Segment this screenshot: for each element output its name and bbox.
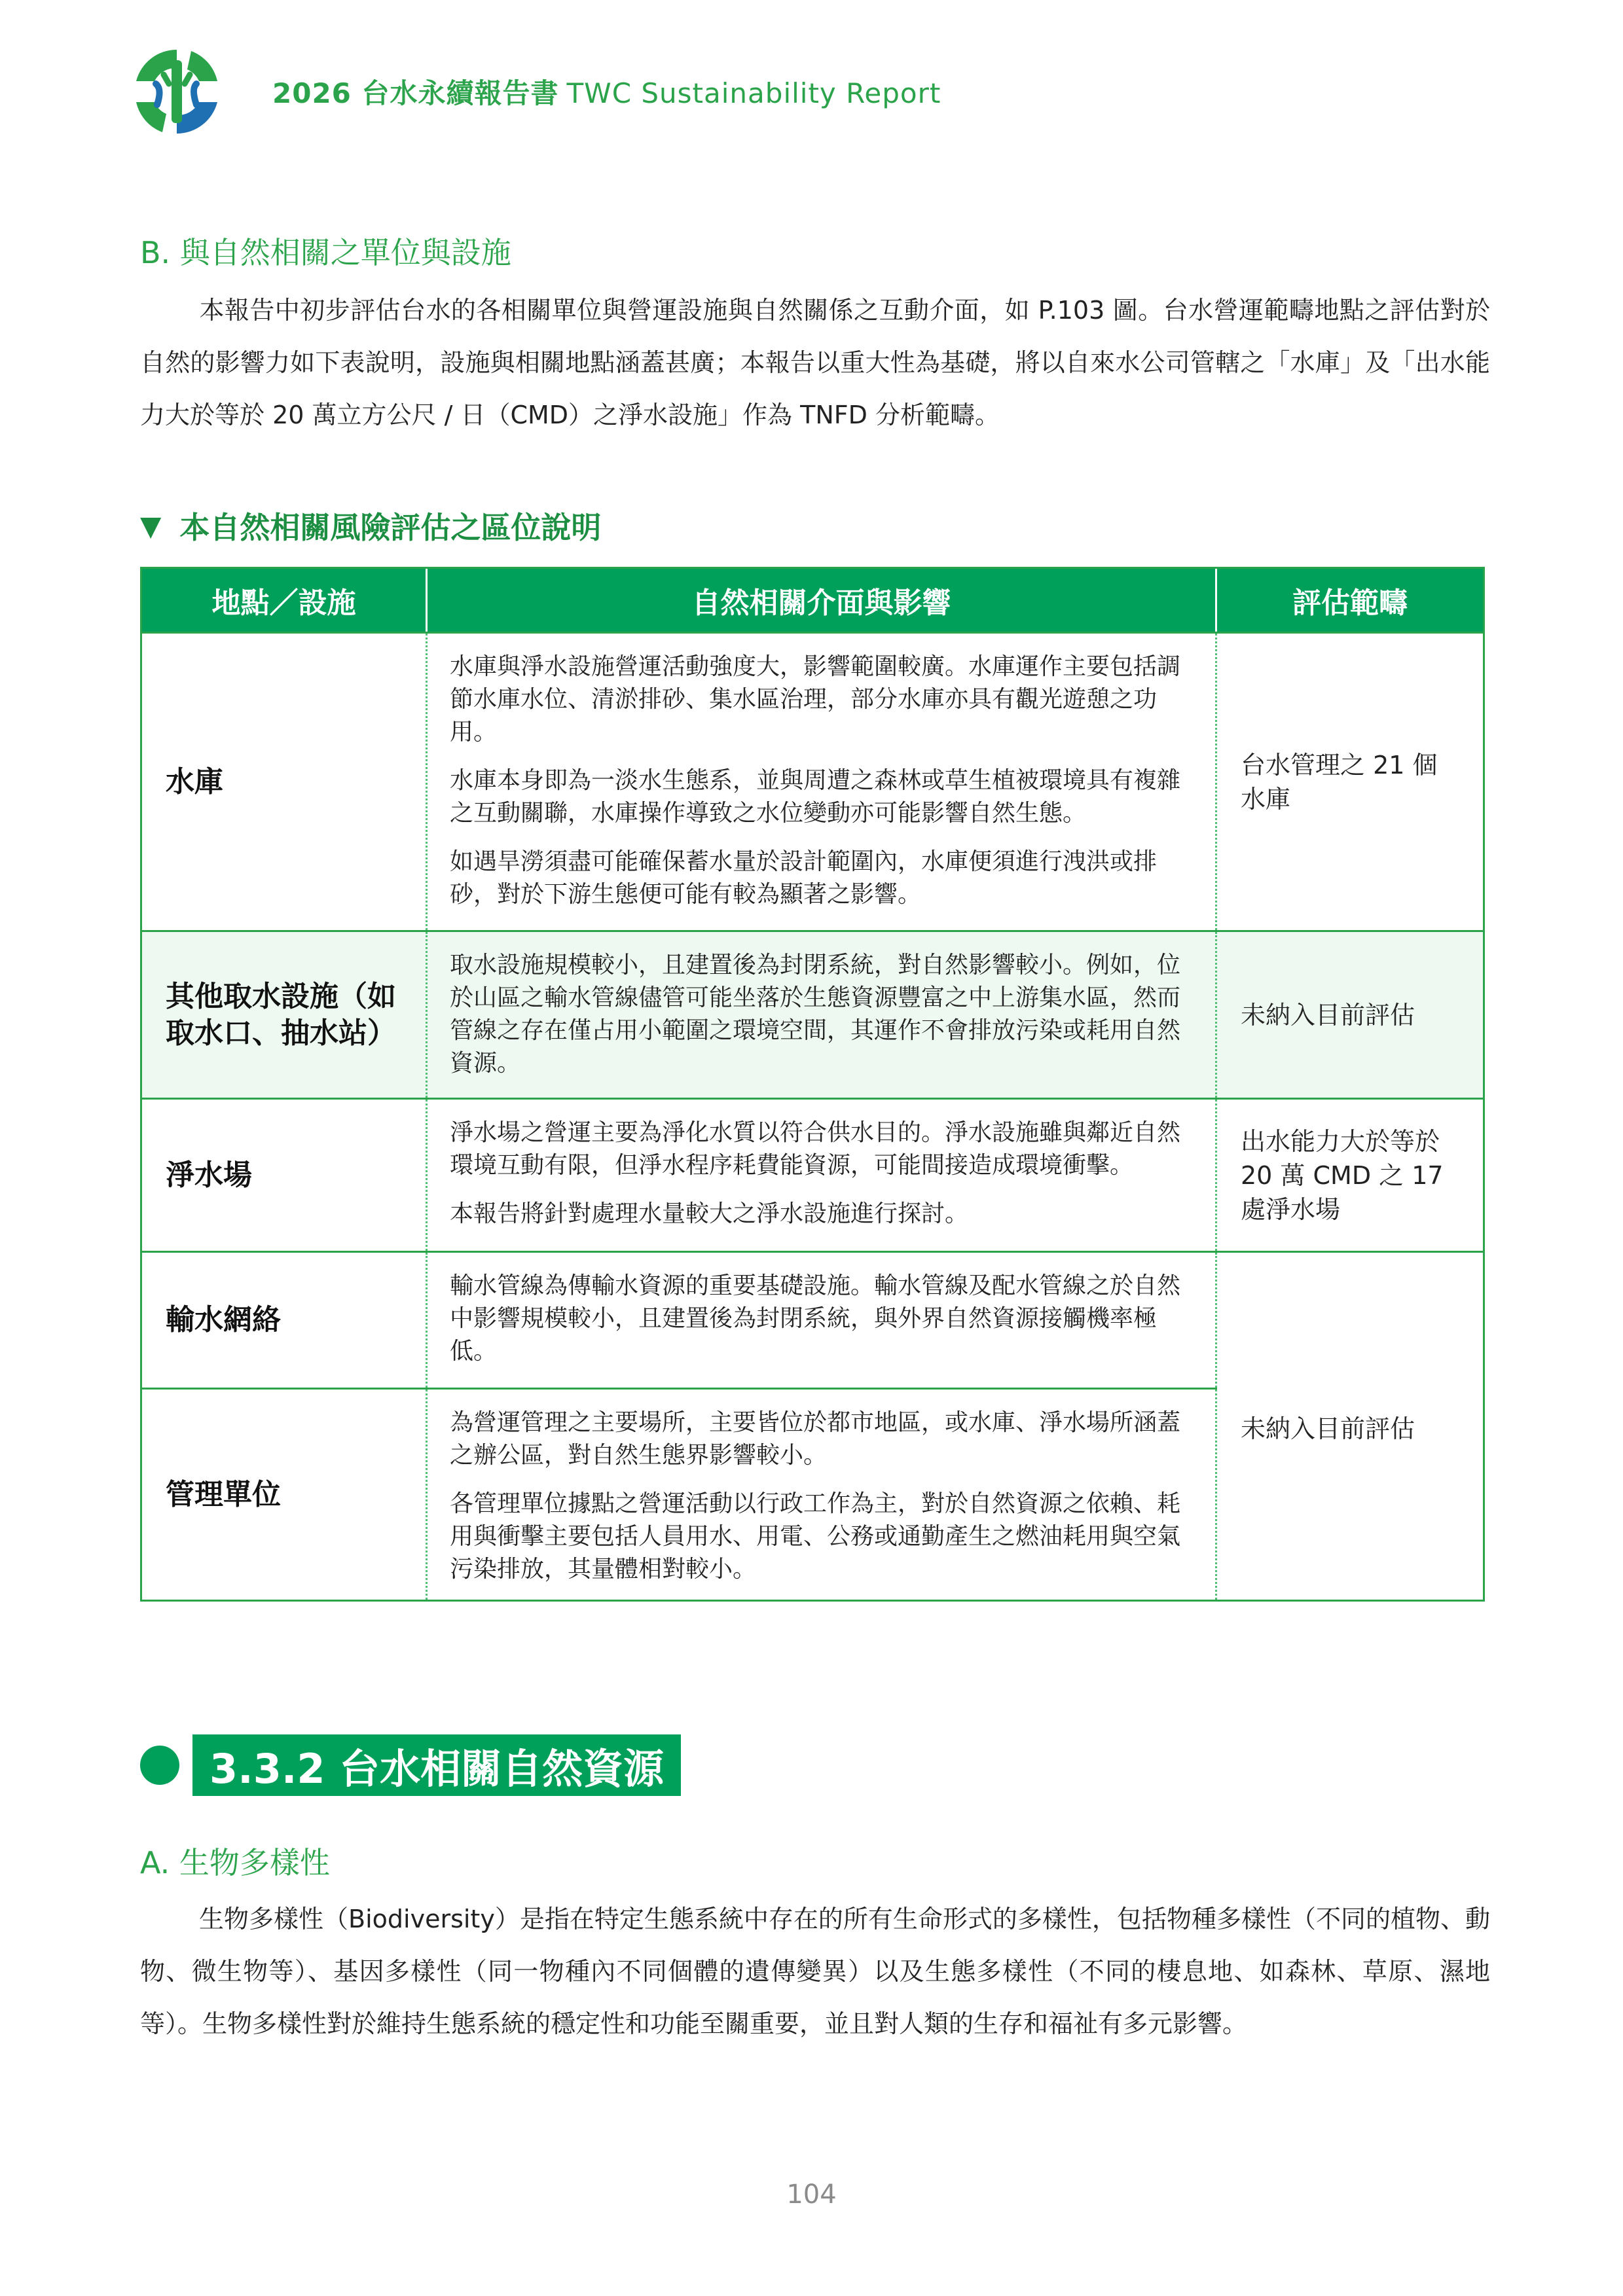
row-scope: 出水能力大於等於 20 萬 CMD 之 17 處淨水場	[1241, 1126, 1444, 1224]
desc-paragraph: 本報告將針對處理水量較大之淨水設施進行探討。	[450, 1200, 969, 1227]
desc-paragraph: 為營運管理之主要場所，主要皆位於都市地區，或水庫、淨水場所涵蓋之辦公區，對自然生態界影響較小。	[450, 1409, 1181, 1469]
taiwan-water-logo-icon	[128, 46, 225, 137]
row-name-management-units: 管理單位	[142, 1390, 428, 1600]
report-year-title: 2026 台水永續報告書	[272, 77, 559, 109]
report-title	[272, 72, 941, 111]
table-title	[140, 504, 601, 547]
column-header-scope: 評估範疇	[1292, 586, 1408, 620]
table-row	[142, 930, 1483, 1098]
report-subtitle: TWC Sustainability Report	[566, 77, 941, 109]
section-332-heading	[140, 1734, 681, 1796]
merged-rows	[142, 1251, 1483, 1600]
table-title-text: 本自然相關風險評估之區位說明	[179, 510, 602, 545]
section-a-heading: A. 生物多樣性	[140, 1845, 330, 1880]
section-a-text: 生物多樣性（Biodiversity）是指在特定生態系統中存在的所有生命形式的多樣性，包括物種多樣性（不同的植物、動物、微生物等）、基因多樣性（同一物種內不同個體的遺傳變異）以及生態多樣性（不同的棲息地、如森林、草原、濕地等）。生物多樣性對於維持生態系統的穩定性和功能至關重要，並且對人類的生存和福祉有多元影響。	[140, 1905, 1490, 2038]
row-name-treatment-plant: 淨水場	[142, 1100, 428, 1251]
desc-paragraph: 取水設施規模較小，且建置後為封閉系統，對自然影響較小。例如，位於山區之輸水管線儘管可能坐落於生態資源豐富之中上游集水區，然而管線之存在僅占用小範圍之環境空間，其運作不會排放污染或耗用自然資源。	[450, 952, 1181, 1077]
table-row	[142, 632, 1483, 930]
desc-paragraph: 輸水管線為傳輸水資源的重要基礎設施。輸水管線及配水管線之於自然中影響規模較小，且建置後為封閉系統，與外界自然資源接觸機率極低。	[450, 1272, 1181, 1365]
page-number: 104	[786, 2179, 837, 2210]
column-header-location: 地點／設施	[142, 569, 428, 632]
section-a-paragraph	[140, 1893, 1490, 2050]
report-header	[128, 46, 941, 137]
row-desc	[428, 932, 1217, 1098]
section-b-text: 本報告中初步評估台水的各相關單位與營運設施與自然關係之互動介面，如 P.103 圖。台水營運範疇地點之評估對於自然的影響力如下表說明，設施與相關地點涵蓋甚廣；本報告以重大性為基礎，將以自來水公司管轄之「水庫」及「出水能力大於等於 20 萬立方公尺 / 日（CMD）之淨水設施」作為 TNFD 分析範疇。	[140, 296, 1490, 429]
row-name-intake-facilities: 其他取水設施（如取水口、抽水站）	[142, 932, 428, 1098]
merged-row-scope: 未納入目前評估	[1241, 1414, 1415, 1443]
triangle-down-icon: ▼	[140, 509, 162, 542]
bullet-dot-icon	[140, 1746, 179, 1785]
row-desc	[428, 634, 1217, 930]
section-b-heading: B. 與自然相關之單位與設施	[140, 235, 511, 270]
row-name-transmission-network: 輸水網絡	[142, 1253, 428, 1388]
desc-paragraph: 水庫與淨水設施營運活動強度大，影響範圍較廣。水庫運作主要包括調節水庫水位、清淤排砂、集水區治理，部分水庫亦具有觀光遊憩之功用。	[450, 653, 1181, 745]
row-desc	[428, 1253, 1217, 1388]
row-desc	[428, 1390, 1217, 1600]
desc-paragraph: 如遇旱澇須盡可能確保蓄水量於設計範圍內，水庫便須進行洩洪或排砂，對於下游生態便可能有較為顯著之影響。	[450, 848, 1158, 908]
section-b-paragraph	[140, 284, 1490, 441]
row-scope: 未納入目前評估	[1241, 1000, 1415, 1030]
location-assessment-table	[140, 567, 1485, 1602]
table-row	[142, 1253, 1217, 1388]
desc-paragraph: 水庫本身即為一淡水生態系，並與周遭之森林或草生植被環境具有複雜之互動關聯，水庫操作導致之水位變動亦可能影響自然生態。	[450, 767, 1181, 827]
row-desc	[428, 1100, 1217, 1251]
table-row	[142, 1388, 1217, 1600]
desc-paragraph: 各管理單位據點之營運活動以行政工作為主，對於自然資源之依賴、耗用與衝擊主要包括人員用水、用電、公務或通勤產生之燃油耗用與空氣污染排放，其量體相對較小。	[450, 1490, 1181, 1583]
desc-paragraph: 淨水場之營運主要為淨化水質以符合供水目的。淨水設施雖與鄰近自然環境互動有限，但淨水程序耗費能資源，可能間接造成環境衝擊。	[450, 1119, 1181, 1179]
column-header-interface: 自然相關介面與影響	[428, 569, 1217, 632]
row-scope: 台水管理之 21 個水庫	[1241, 750, 1438, 814]
merged-rows-left	[142, 1253, 1217, 1600]
section-332-title: 3.3.2 台水相關自然資源	[192, 1734, 681, 1796]
table-header-row	[142, 569, 1483, 632]
table-row	[142, 1098, 1483, 1251]
row-name-reservoir: 水庫	[142, 634, 428, 930]
